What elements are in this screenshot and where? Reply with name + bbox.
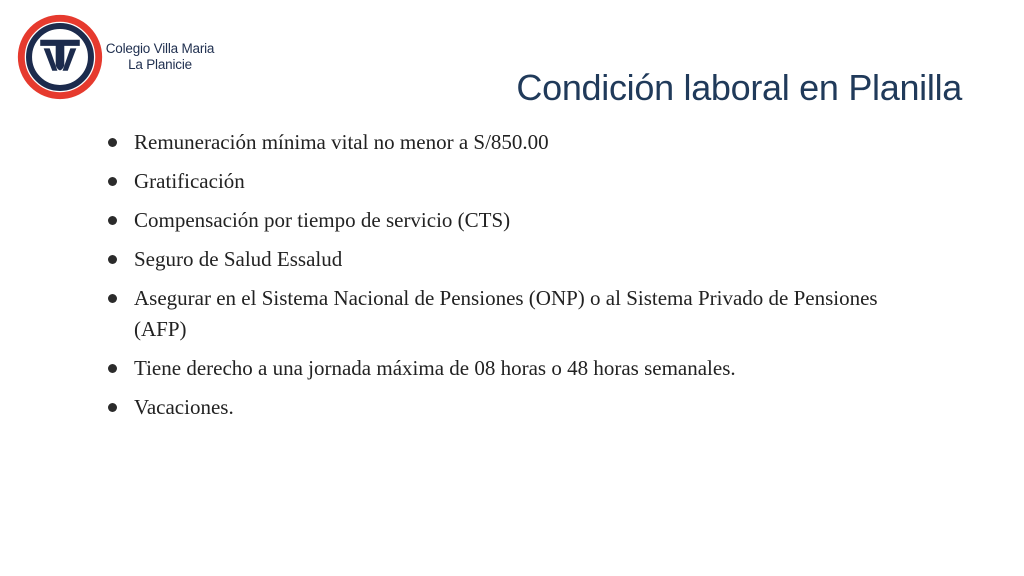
bullet-text: Vacaciones. bbox=[134, 395, 234, 419]
bullet-item bbox=[106, 283, 926, 345]
bullet-text: Seguro de Salud Essalud bbox=[134, 247, 343, 271]
school-crest-icon bbox=[17, 14, 103, 100]
bullet-dot-icon bbox=[108, 216, 117, 225]
slide-title: Condición laboral en Planilla bbox=[516, 67, 962, 108]
bullet-text: Tiene derecho a una jornada máxima de 08 horas o 48 horas semanales. bbox=[134, 356, 736, 380]
school-name-line-2: La Planicie bbox=[128, 57, 192, 72]
bullet-item bbox=[106, 205, 926, 236]
school-name-line-1: Colegio Villa Maria bbox=[105, 41, 215, 56]
bullet-text: Remuneración mínima vital no menor a S/850.00 bbox=[134, 130, 549, 154]
bullet-item bbox=[106, 244, 926, 275]
school-name bbox=[104, 41, 216, 73]
bullet-item bbox=[106, 392, 926, 423]
bullet-text: Asegurar en el Sistema Nacional de Pensiones (ONP) o al Sistema Privado de Pensiones (AFP) bbox=[134, 286, 878, 341]
bullet-dot-icon bbox=[108, 364, 117, 373]
bullet-text: Gratificación bbox=[134, 169, 245, 193]
bullet-item bbox=[106, 127, 926, 158]
bullet-dot-icon bbox=[108, 177, 117, 186]
bullet-item bbox=[106, 166, 926, 197]
bullet-list bbox=[106, 127, 926, 431]
bullet-dot-icon bbox=[108, 255, 117, 264]
bullet-item bbox=[106, 353, 926, 384]
bullet-dot-icon bbox=[108, 294, 117, 303]
bullet-dot-icon bbox=[108, 138, 117, 147]
bullet-dot-icon bbox=[108, 403, 117, 412]
bullet-text: Compensación por tiempo de servicio (CTS) bbox=[134, 208, 511, 232]
